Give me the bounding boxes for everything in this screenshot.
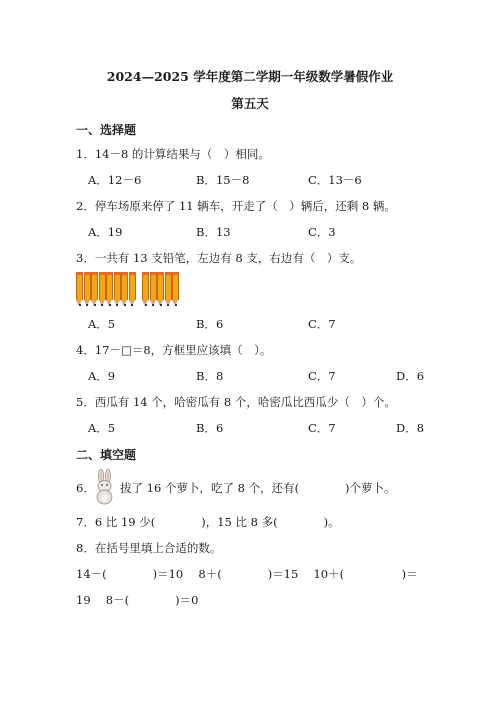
pencil-icon <box>76 272 83 306</box>
q3-option-a: A．5 <box>88 317 116 331</box>
pencil-icon <box>142 272 149 306</box>
q1-option-a: A．12－6 <box>88 173 142 187</box>
q5-option-a: A．5 <box>88 421 116 435</box>
q3-option-c: C．7 <box>308 317 336 331</box>
pencil-icon <box>114 272 121 306</box>
q2-option-a: A．19 <box>88 225 123 239</box>
q4-option-b: B．8 <box>196 369 224 383</box>
question-1: 1．14－8 的计算结果与（ ）相同。 <box>76 147 270 161</box>
q4-option-c: C．7 <box>308 369 336 383</box>
rabbit-icon <box>92 469 118 505</box>
pencil-group-left <box>76 272 136 306</box>
q5-option-d: D．8 <box>396 421 425 435</box>
page-subtitle: 第五天 <box>231 96 269 111</box>
question-6-number: 6． <box>76 481 95 495</box>
pencil-icon <box>157 272 164 306</box>
q2-option-b: B．13 <box>196 225 231 239</box>
question-3: 3．一共有 13 支铅笔，左边有 8 支，右边有（ ）支。 <box>76 251 362 265</box>
q4-option-a: A．9 <box>88 369 116 383</box>
question-8-line2: 19 8－( )＝0 <box>76 593 199 607</box>
q5-option-b: B．6 <box>196 421 224 435</box>
q2-option-c: C．3 <box>308 225 336 239</box>
section-heading-fill: 二、填空题 <box>76 448 137 462</box>
q1-option-c: C．13－6 <box>308 173 362 187</box>
question-5: 5．西瓜有 14 个，哈密瓜有 8 个，哈密瓜比西瓜少（ ）个。 <box>76 395 396 409</box>
q5-option-c: C．7 <box>308 421 336 435</box>
page-title: 2024—2025 学年度第二学期一年级数学暑假作业 <box>106 69 394 84</box>
q1-option-b: B．15－8 <box>196 173 250 187</box>
pencil-icon <box>84 272 91 306</box>
question-2: 2．停车场原来停了 11 辆车，开走了（ ）辆后，还剩 8 辆。 <box>76 199 396 213</box>
pencil-icon <box>165 272 172 306</box>
pencil-icon <box>172 272 179 306</box>
question-6: 拔了 16 个萝卜，吃了 8 个，还有( )个萝卜。 <box>120 481 396 495</box>
pencil-icon <box>121 272 128 306</box>
question-4: 4．17－□＝8，方框里应该填（ ）。 <box>76 343 272 357</box>
q3-option-b: B．6 <box>196 317 224 331</box>
pencil-icon <box>129 272 136 306</box>
pencil-group-right <box>142 272 180 306</box>
pencil-icon <box>150 272 157 306</box>
pencil-icon <box>91 272 98 306</box>
q4-option-d: D．6 <box>396 369 425 383</box>
pencil-icon <box>99 272 106 306</box>
question-7: 7．6 比 19 少( )，15 比 8 多( )。 <box>76 515 340 529</box>
section-heading-choice: 一、选择题 <box>76 123 137 137</box>
question-8: 8．在括号里填上合适的数。 <box>76 541 222 555</box>
pencil-icon <box>106 272 113 306</box>
question-8-line1: 14－( )＝10 8＋( )＝15 10＋( )＝ <box>76 567 418 581</box>
